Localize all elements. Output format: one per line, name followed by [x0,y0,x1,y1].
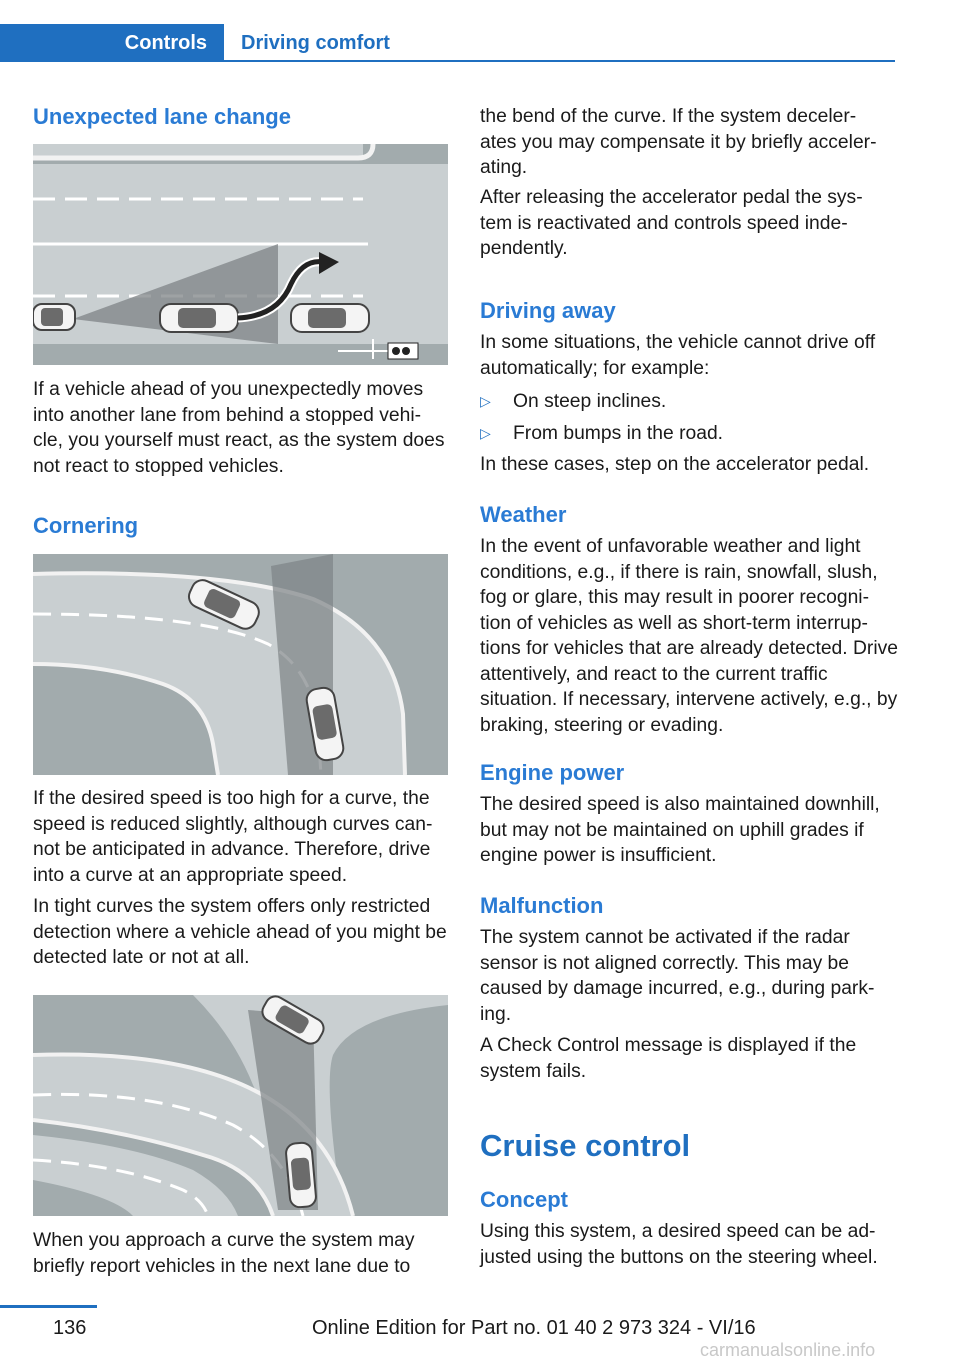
watermark: carmanualsonline.info [700,1340,876,1360]
figure-lane-change [33,144,448,365]
subsection-tab: Driving comfort [241,32,390,54]
paragraph-curve-continued: the bend of the curve. If the system deceler‐ ates you may compensate it by briefly acceler‐ ating. [480,106,877,178]
paragraph-approach-curve: When you approach a curve the system may briefly report vehicles in the next lane due to [33,1230,415,1277]
header-rule [0,60,895,62]
paragraph-tight-curves: In tight curves the system offers only restricted detection where a vehicle ahead of you might be detected late or not at all. [33,896,447,968]
car-right [291,304,369,332]
paragraph-concept: Using this system, a desired speed can be ad‐ justed using the buttons on the steering wheel. [480,1221,878,1268]
heading-unexpected-lane-change: Unexpected lane change [33,104,291,129]
page-number: 136 [53,1317,87,1339]
heading-engine-power: Engine power [480,760,625,785]
paragraph-engine-power: The desired speed is also maintained downhill, but may not be maintained on uphill grades if engine power is insufficient. [480,794,880,866]
paragraph-unexpected-lane-change: If a vehicle ahead of you unexpectedly moves into another lane from behind a stopped vehi‐ cle, you yourself must react, as the system does not react to stopped vehicles. [33,379,445,477]
curve-next-lane-illustration [33,995,448,1216]
heading-weather: Weather [480,502,567,527]
footer-rule [0,1305,97,1308]
paragraph-check-control: A Check Control message is displayed if the system fails. [480,1035,857,1082]
car-middle [160,304,238,332]
paragraph-reactivation: After releasing the accelerator pedal the sys‐ tem is reactivated and controls speed inde‐ pendently. [480,187,863,259]
bullet-triangle-icon: ▷ [480,393,491,409]
heading-cruise-control: Cruise control [480,1128,691,1163]
heading-driving-away: Driving away [480,298,616,323]
lane-change-illustration [33,144,448,365]
paragraph-driving-away: In some situations, the vehicle cannot drive off automatically; for example: [480,332,876,379]
figure-curve-next-lane [33,995,448,1216]
paragraph-malfunction: The system cannot be activated if the radar sensor is not aligned correctly. This may be caused by damage incurred, e.g., during park‐ ing. [480,927,875,1025]
cornering-illustration [33,554,448,775]
section-tab: Controls [0,24,224,62]
car-own-curve [285,1142,316,1208]
paragraph-accelerator: In these cases, step on the accelerator pedal. [480,454,870,475]
heading-concept: Concept [480,1187,568,1212]
bullet-triangle-icon: ▷ [480,425,491,441]
car-left [33,304,75,330]
paragraph-weather: In the event of unfavorable weather and light conditions, e.g., if there is rain, snowfall, slush, fog or glare, this may result in poorer recogni‐ tion of vehicles as well as short-term interrup‐ tions for vehicles that are already detected. Drive attentively, and react to the current traffic situation. If necessary, intervene actively, e.g., by braking, steering or evading. [480,536,898,736]
figure-cornering [33,554,448,775]
heading-malfunction: Malfunction [480,893,604,918]
paragraph-cornering-speed: If the desired speed is too high for a curve, the speed is reduced slightly, although curves can‐ not be anticipated in advance. Therefore, drive into a curve at an appropriate speed. [33,788,433,886]
edition-note: Online Edition for Part no. 01 40 2 973 324 - VI/16 [312,1317,756,1339]
heading-cornering: Cornering [33,513,139,538]
page-header [0,24,895,62]
